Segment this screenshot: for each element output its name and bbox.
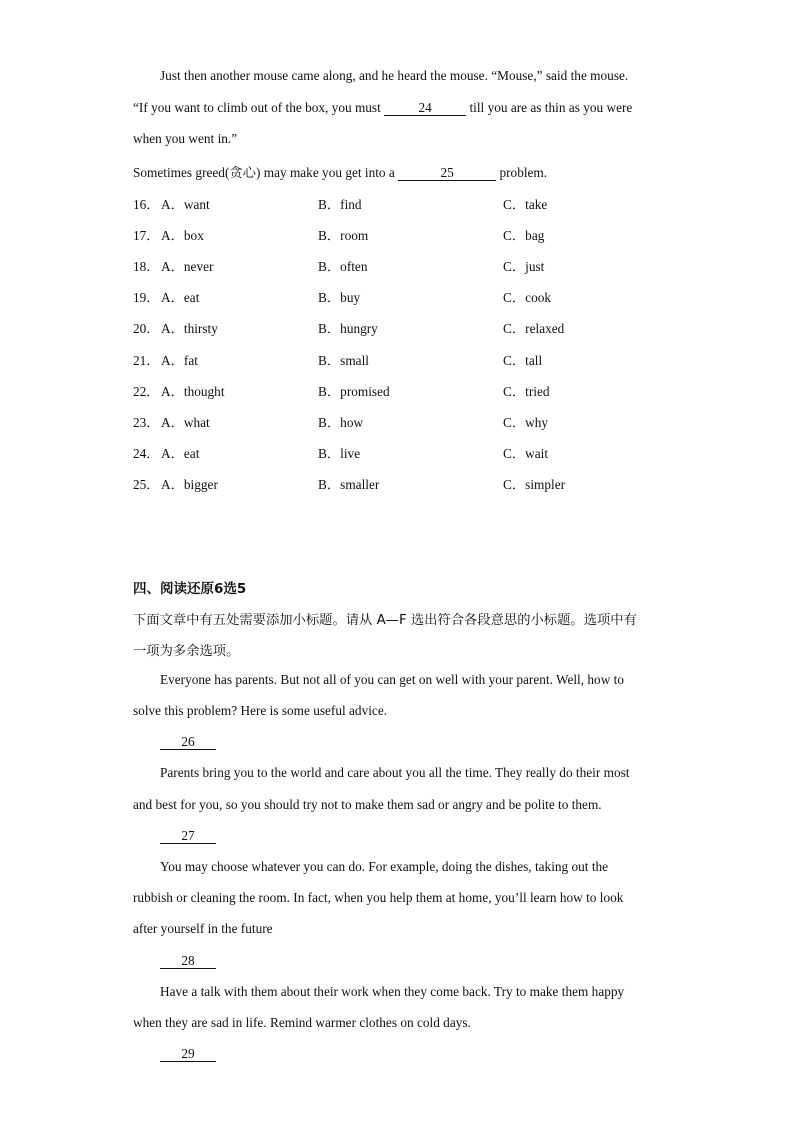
option-c: C．tried xyxy=(503,384,550,399)
option-c: C．why xyxy=(503,415,549,430)
option-b: B．buy xyxy=(318,290,361,305)
option-c: C．relaxed xyxy=(503,321,565,336)
passage-text: till you are as thin as you were xyxy=(466,100,633,115)
section-instructions: 下面文章中有五处需要添加小标题。请从 A—F 选出符合各段意思的小标题。选项中有 xyxy=(133,613,637,628)
section-instructions: 一项为多余选项。 xyxy=(133,644,240,659)
answer-blank-26: 26 xyxy=(160,735,216,750)
option-c: C．tall xyxy=(503,353,543,368)
option-c: C．just xyxy=(503,259,545,274)
question-number: 16． xyxy=(133,197,160,212)
option-c: C．take xyxy=(503,197,548,212)
option-b: B．promised xyxy=(318,384,390,399)
answer-blank-29: 29 xyxy=(160,1047,216,1062)
option-b: B．often xyxy=(318,259,368,274)
option-a: A．eat xyxy=(161,446,200,461)
question-number: 17． xyxy=(133,228,160,243)
answer-blank-24: 24 xyxy=(384,101,466,116)
answer-blank-25: 25 xyxy=(398,166,496,181)
option-c: C．bag xyxy=(503,228,545,243)
intro-paragraph-line: Everyone has parents. But not all of you can get on well with your parent. Well, how to xyxy=(160,672,624,687)
paragraph-line: and best for you, so you should try not to make them sad or angry and be polite to them. xyxy=(133,797,602,812)
paragraph-line: after yourself in the future xyxy=(133,921,273,936)
question-number: 22． xyxy=(133,384,160,399)
option-b: B．small xyxy=(318,353,369,368)
question-number: 24． xyxy=(133,446,160,461)
passage-text: Sometimes greed(贪心) may make you get into a xyxy=(133,165,399,180)
paragraph-line: Have a talk with them about their work when they come back. Try to make them happy xyxy=(160,984,625,999)
option-b: B．live xyxy=(318,446,361,461)
question-number: 21． xyxy=(133,353,160,368)
option-a: A．thought xyxy=(161,384,225,399)
option-b: B．smaller xyxy=(318,477,380,492)
answer-blank-27: 27 xyxy=(160,829,216,844)
question-number: 19． xyxy=(133,290,160,305)
question-number: 23． xyxy=(133,415,160,430)
option-a: A．thirsty xyxy=(161,321,218,336)
option-a: A．what xyxy=(161,415,210,430)
option-b: B．room xyxy=(318,228,369,243)
intro-paragraph-line: solve this problem? Here is some useful advice. xyxy=(133,703,388,718)
option-b: B．how xyxy=(318,415,364,430)
option-c: C．cook xyxy=(503,290,552,305)
passage-line: Just then another mouse came along, and he heard the mouse. “Mouse,” said the mouse. xyxy=(160,68,629,83)
answer-blank-28: 28 xyxy=(160,954,216,969)
paragraph-line: Parents bring you to the world and care about you all the time. They really do their most xyxy=(160,765,630,780)
paragraph-line: when they are sad in life. Remind warmer clothes on cold days. xyxy=(133,1015,471,1030)
section-heading: 四、阅读还原6选5 xyxy=(133,581,247,597)
passage-text: “If you want to climb out of the box, you must xyxy=(133,100,385,115)
option-a: A．fat xyxy=(161,353,198,368)
option-a: A．eat xyxy=(161,290,200,305)
passage-line-with-blank-24 xyxy=(133,100,632,116)
question-number: 18． xyxy=(133,259,160,274)
option-b: B．hungry xyxy=(318,321,378,336)
option-a: A．box xyxy=(161,228,204,243)
option-b: B．find xyxy=(318,197,362,212)
option-a: A．bigger xyxy=(161,477,218,492)
question-number: 25． xyxy=(133,477,160,492)
option-a: A．want xyxy=(161,197,210,212)
option-c: C．simpler xyxy=(503,477,566,492)
question-number: 20． xyxy=(133,321,160,336)
passage-line-with-blank-25 xyxy=(133,162,547,181)
paragraph-line: You may choose whatever you can do. For example, doing the dishes, taking out the xyxy=(160,859,609,874)
paragraph-line: rubbish or cleaning the room. In fact, when you help them at home, you’ll learn how to look xyxy=(133,890,624,905)
passage-text: problem. xyxy=(496,165,548,180)
option-a: A．never xyxy=(161,259,214,274)
passage-line: when you went in.” xyxy=(133,131,238,146)
option-c: C．wait xyxy=(503,446,549,461)
